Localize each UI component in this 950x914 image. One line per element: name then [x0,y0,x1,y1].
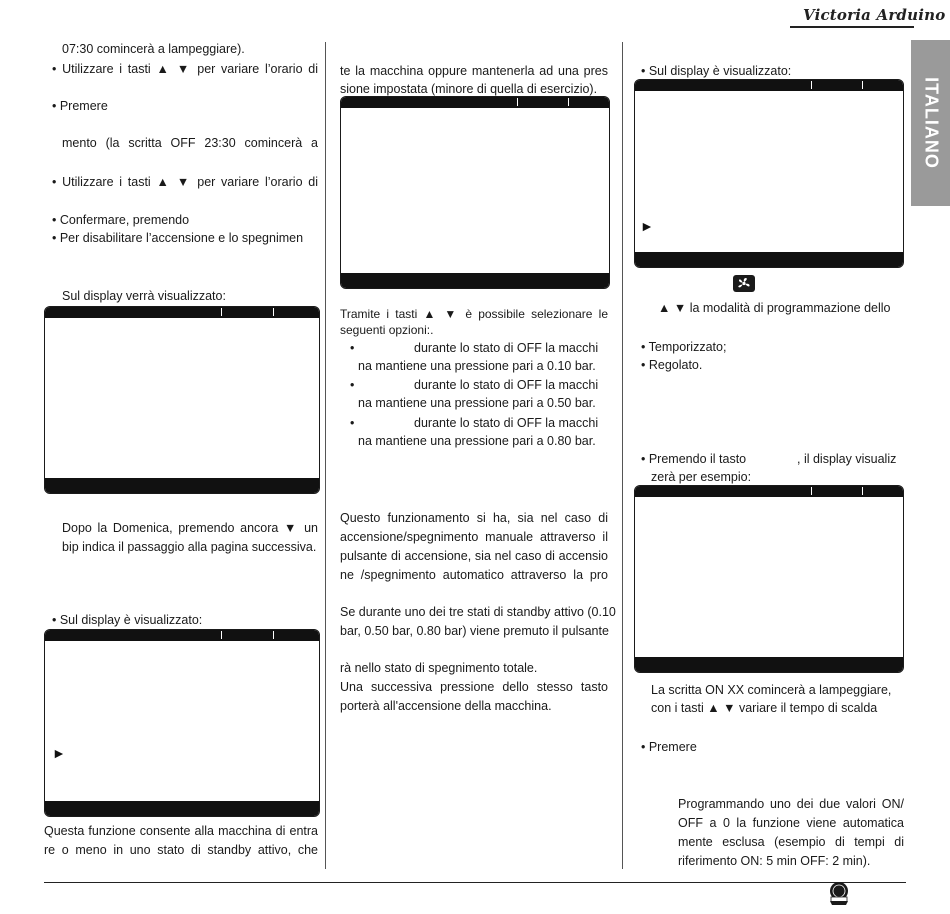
text-line: La scritta ON XX comincerà a lampeggiare, [651,683,892,697]
cursor-arrow-icon: ► [52,745,66,761]
display-tick [811,487,812,495]
text-line: durante lo stato di OFF la macchi [414,416,599,430]
text-line: Dopo la Domenica, premendo ancora ▼ un [62,521,318,535]
display-tick [811,81,812,89]
text-line: ne /spegnimento automatico attraverso la pro [340,568,608,582]
text-line: rà nello stato di spegnimento totale. [340,661,538,675]
display-tick [862,81,863,89]
text-line: Una successiva pressione dello stesso tasto [340,680,608,694]
text-line: • Per disabilitare l’accensione e lo spegnimen [52,231,304,245]
text-line: re o meno in uno stato di standby attivo, che [44,843,318,857]
text-line: sione impostata (minore di quella di esercizio). [340,82,598,96]
text-line: • Temporizzato; [641,340,727,354]
text-line: • Sul display è visualizzato: [52,613,203,627]
display-top-bar [635,80,903,91]
text-line: Programmando uno dei due valori ON/ [678,797,904,811]
text-line: durante lo stato di OFF la macchi [414,341,599,355]
display-bottom-bar [635,252,903,267]
display-tick [273,308,274,316]
text-line: na mantiene una pressione pari a 0.10 bar. [358,359,596,373]
text-line: • Utilizzare i tasti ▲ ▼ per variare l’orario di [52,62,318,76]
text-line: pulsante di accensione, sia nel caso di accensio [340,549,608,563]
text-line: na mantiene una pressione pari a 0.50 bar. [358,396,596,410]
text-line: accensione/spegnimento manuale attraverso il [340,530,608,544]
text-line: • Regolato. [641,358,703,372]
language-tab [911,40,950,206]
fan-icon [733,275,755,292]
text-line: mento (la scritta OFF 23:30 comincerà a [62,136,318,150]
display-bottom-bar [341,273,609,288]
text-line: na mantiene una pressione pari a 0.80 bar. [358,434,596,448]
text-line: Tramite i tasti ▲ ▼ è possibile selezionare le [340,307,608,321]
display-screen-5 [634,485,904,673]
display-top-bar [635,486,903,497]
text-line: • Sul display è visualizzato: [641,64,792,78]
text-line: seguenti opzioni:. [340,323,434,337]
text-line: , il display visualiz [797,452,897,466]
text-line: riferimento ON: 5 min OFF: 2 min). [678,854,871,868]
brand-logo: Victoria Arduino [803,6,946,24]
display-screen-3 [340,96,610,289]
display-tick [221,308,222,316]
bullet: • [350,416,355,430]
text-line: zerà per esempio: [651,470,752,484]
text-line: porterà all'accensione della macchina. [340,699,552,713]
text-line: • Premendo il tasto [641,452,747,466]
text-line: • Confermare, premendo [52,213,190,227]
bullet: • [350,341,355,355]
display-tick [517,98,518,106]
text-line: bar, 0.50 bar, 0.80 bar) viene premuto il pulsante [340,624,609,638]
text-line: • Premere [641,740,697,754]
text-line: Questo funzionamento si ha, sia nel caso di [340,511,608,525]
display-top-bar [341,97,609,108]
text-line: Sul display verrà visualizzato: [62,289,226,303]
column-divider-1 [325,42,326,869]
column-divider-2 [622,42,623,869]
display-tick [273,631,274,639]
footer-rule [44,882,906,883]
text-line: durante lo stato di OFF la macchi [414,378,599,392]
language-tab-label: ITALIANO [921,77,941,169]
display-bottom-bar [45,801,319,816]
display-screen-2 [44,629,320,817]
text-line: ▲ ▼ la modalità di programmazione dello [658,301,891,315]
text-line: mente esclusa (esempio di tempi di [678,835,904,849]
text-line: Se durante uno dei tre stati di standby attivo (0.10 [340,605,616,619]
display-bottom-bar [45,478,319,493]
cursor-arrow-icon: ► [640,218,654,234]
text-line: • Utilizzare i tasti ▲ ▼ per variare l’orario di [52,175,318,189]
text-line: OFF a 0 la funzione viene automatica [678,816,904,830]
display-screen-4 [634,79,904,268]
display-bottom-bar [635,657,903,672]
logo-underline [790,26,914,28]
text-line: bip indica il passaggio alla pagina successiva. [62,540,317,554]
display-screen-1 [44,306,320,494]
display-top-bar [45,630,319,641]
text-line: • Premere [52,99,108,113]
bullet: • [350,378,355,392]
display-tick [221,631,222,639]
text-line: 07:30 comincerà a lampeggiare). [62,42,245,56]
display-tick [568,98,569,106]
display-tick [862,487,863,495]
text-line: te la macchina oppure mantenerla ad una pres [340,64,608,78]
display-top-bar [45,307,319,318]
text-line: Questa funzione consente alla macchina di entra [44,824,318,838]
brand-seal-icon [822,880,856,908]
text-line: con i tasti ▲ ▼ variare il tempo di scalda [651,701,878,715]
